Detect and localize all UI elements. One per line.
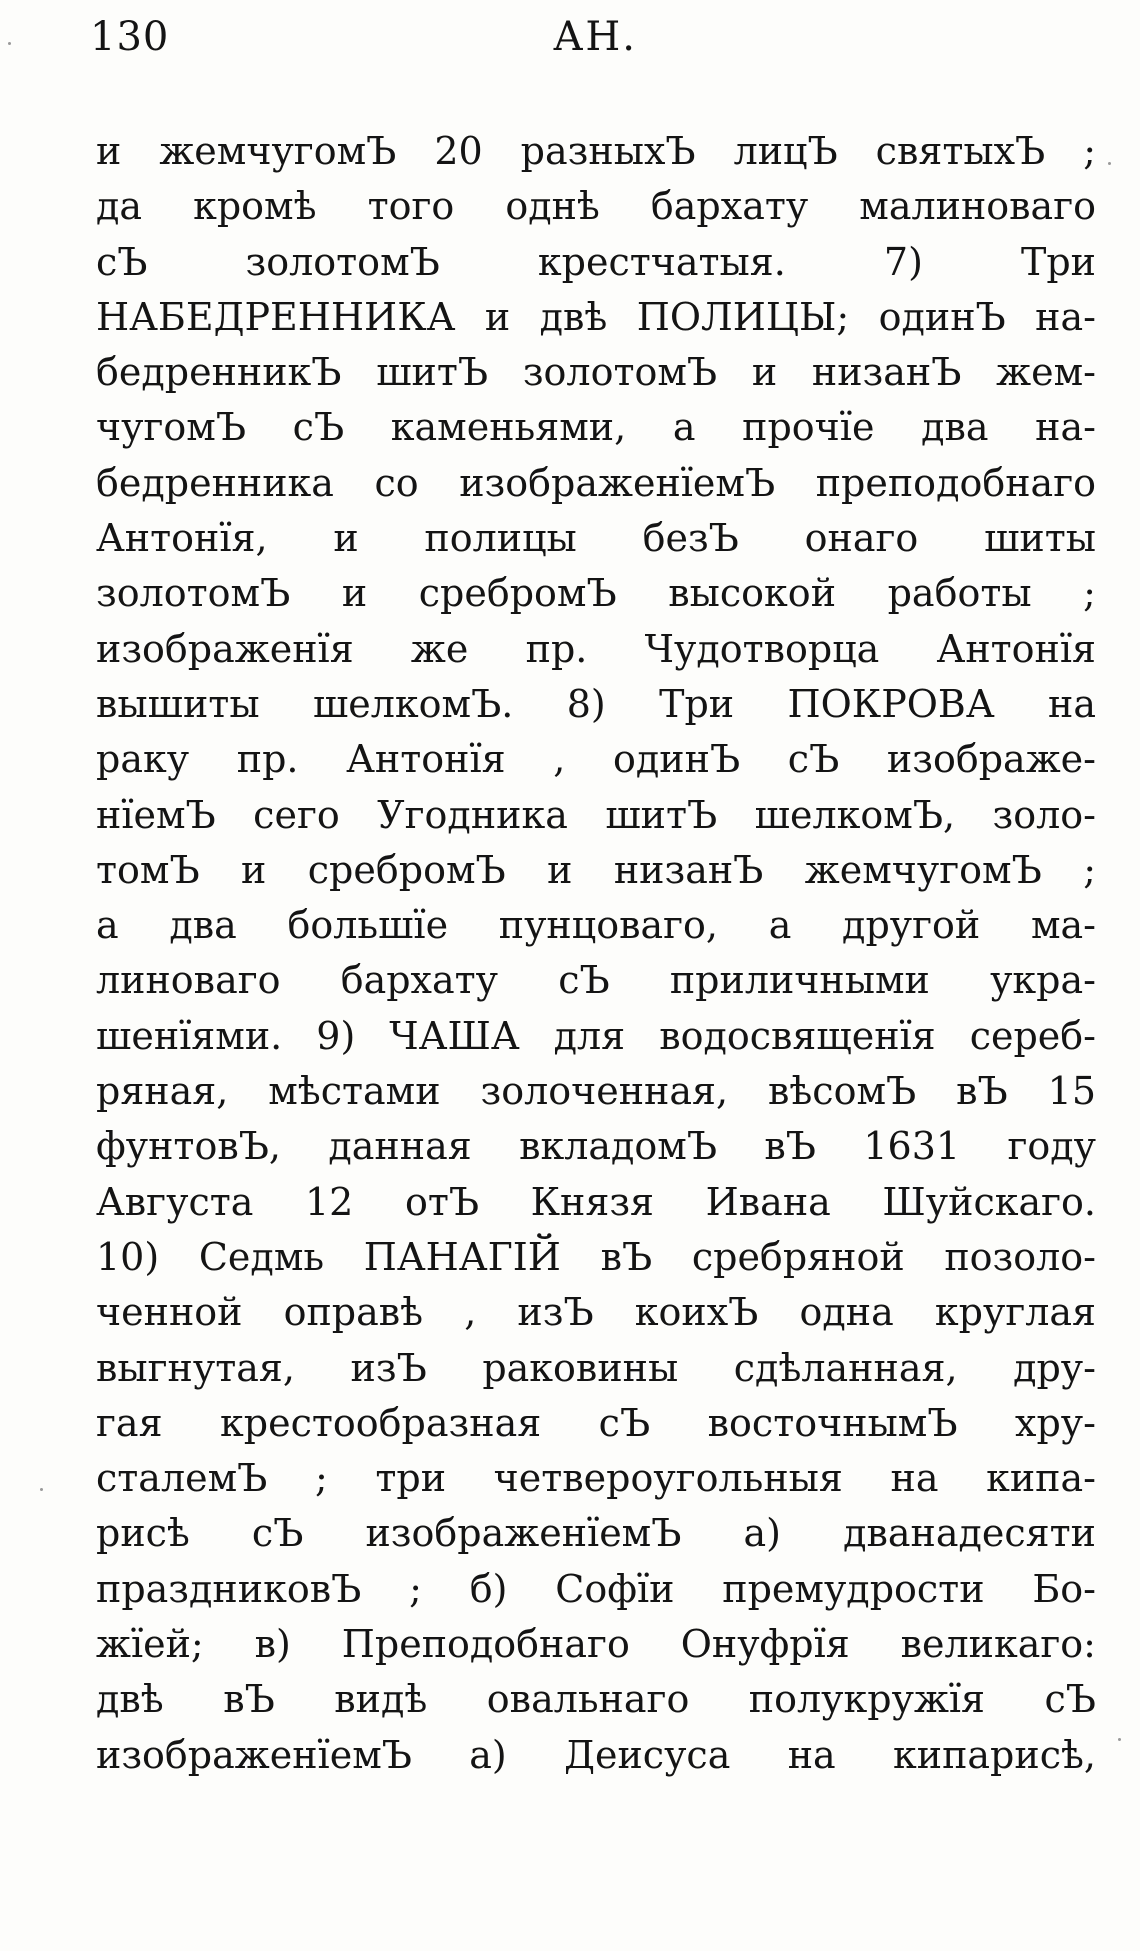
text-line: бедренникЪ шитЪ золотомЪ и низанЪ жем- <box>96 350 1096 395</box>
text-line: нїемЪ сего Угодника шитЪ шелкомЪ, золо- <box>96 792 1096 837</box>
text-line: вышиты шелкомЪ. 8) Три ПОКРОВА на <box>96 681 1096 726</box>
text-line: и жемчугомЪ 20 разныхЪ лицЪ святыхЪ ; <box>96 129 1096 173</box>
text-line: сЪ золотомЪ крестчатыя. 7) Три <box>96 239 1096 284</box>
page-header <box>90 14 1100 74</box>
text-line: двѣ вЪ видѣ овальнаго полукружїя сЪ <box>96 1677 1096 1722</box>
print-speck <box>8 42 11 45</box>
text-line: 10) Седмь ПАНАГІЙ вЪ сребряной позоло- <box>96 1234 1096 1279</box>
text-line: томЪ и сребромЪ и низанЪ жемчугомЪ ; <box>96 847 1096 892</box>
print-speck <box>40 1488 43 1491</box>
text-line: Августа 12 отЪ Князя Ивана Шуйскаго. <box>96 1179 1096 1224</box>
text-line: золотомЪ и сребромЪ высокой работы ; <box>96 571 1096 616</box>
text-line: чугомЪ сЪ каменьями, а прочїе два на- <box>96 405 1096 450</box>
text-line: ченной оправѣ , изЪ коихЪ одна круглая <box>96 1290 1096 1335</box>
text-line: изображенїемЪ а) Деисуса на кипарисѣ, <box>96 1732 1096 1777</box>
page-number: 130 <box>90 14 170 60</box>
text-line: фунтовЪ, данная вкладомЪ вЪ 1631 году <box>96 1124 1096 1169</box>
body-text <box>96 124 1096 1783</box>
text-line: Антонїя, и полицы безЪ онаго шиты <box>96 516 1096 561</box>
text-line: ряная, мѣстами золоченная, вѣсомЪ вЪ 15 <box>96 1069 1096 1114</box>
text-line: рисѣ сЪ изображенїемЪ а) дванадесяти <box>96 1511 1096 1556</box>
print-speck <box>1118 1738 1121 1741</box>
running-head: АН. <box>553 14 637 60</box>
text-line: раку пр. Антонїя , одинЪ сЪ изображе- <box>96 737 1096 782</box>
text-line: изображенїя же пр. Чудотворца Антонїя <box>96 626 1096 671</box>
text-line: жїей; в) Преподобнаго Онуфрїя великаго: <box>96 1622 1096 1667</box>
text-line: да кромѣ того однѣ бархату малиноваго <box>96 184 1096 229</box>
print-speck <box>1108 162 1111 165</box>
text-line: бедренника со изображенїемЪ преподобнаго <box>96 460 1096 505</box>
text-line: НАБЕДРЕННИКА и двѣ ПОЛИЦЫ; одинЪ на- <box>96 294 1096 339</box>
text-line: линоваго бархату сЪ приличными укра- <box>96 958 1096 1003</box>
text-line: сталемЪ ; три четвероугольныя на кипа- <box>96 1456 1096 1501</box>
text-line: гая крестообразная сЪ восточнымЪ хру- <box>96 1400 1096 1445</box>
text-line: шенїями. 9) ЧАША для водосвященїя сереб- <box>96 1013 1096 1058</box>
text-line: выгнутая, изЪ раковины сдѣланная, дру- <box>96 1345 1096 1390</box>
text-line: праздниковЪ ; б) Софїи премудрости Бо- <box>96 1566 1096 1611</box>
text-line: а два большїе пунцоваго, а другой ма- <box>96 903 1096 948</box>
